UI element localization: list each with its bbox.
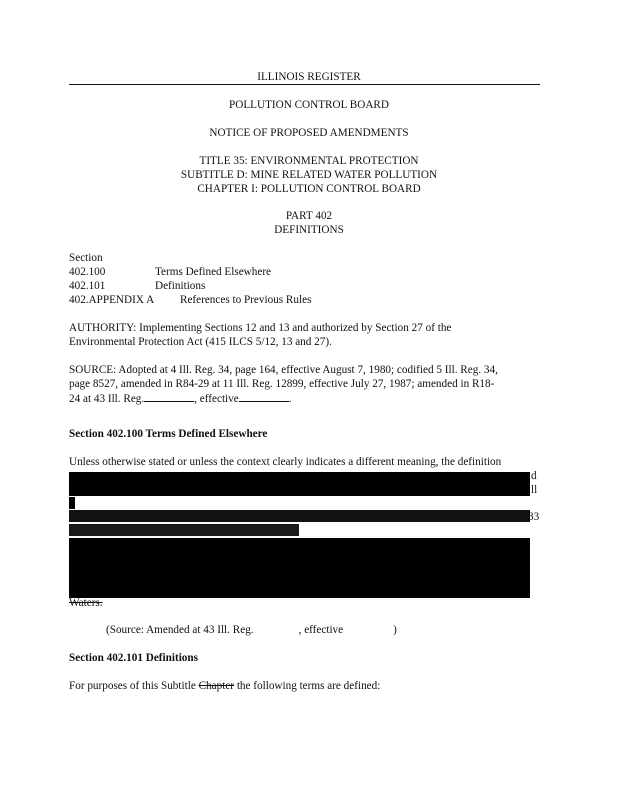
part-name: DEFINITIONS: [274, 224, 344, 236]
source-line-3-c: .: [288, 393, 292, 405]
source-line-3: [69, 391, 292, 406]
redaction-block-2: [69, 510, 530, 522]
toc-row-2-title: Definitions: [155, 280, 206, 292]
section-101-line-1-b: the following terms are defined:: [234, 680, 381, 692]
section-101-heading: Section 402.101 Definitions: [69, 652, 198, 664]
redaction-block-3: [69, 524, 299, 536]
source-line-3-b: , effective: [194, 393, 239, 405]
redaction-block-4: [69, 538, 530, 598]
register-title: ILLINOIS REGISTER: [257, 71, 361, 83]
visible-fragment-d: d: [531, 470, 537, 482]
section-100-source-note: [106, 623, 397, 637]
section-101-line-1-a: For purposes of this Subtitle: [69, 680, 199, 692]
redaction-mark-a: [69, 497, 75, 509]
board-name: POLLUTION CONTROL BOARD: [229, 99, 389, 111]
toc-row-1-title: Terms Defined Elsewhere: [155, 266, 272, 278]
section-100-heading: Section 402.100 Terms Defined Elsewhere: [69, 428, 268, 440]
toc-row-3-num: 402.APPENDIX A: [69, 294, 155, 306]
register-page-blank: [144, 391, 194, 402]
toc-row-2-num: 402.101: [69, 280, 106, 292]
visible-fragment-ll: ll: [531, 484, 538, 496]
toc-row-3-title: References to Previous Rules: [180, 294, 312, 306]
effective-date-blank: [239, 391, 289, 402]
section-101-line-1: [69, 679, 380, 693]
struck-waters: Waters.: [69, 597, 103, 609]
source-note-a: (Source: Amended at 43 Ill. Reg.: [106, 624, 254, 636]
source-line-1: SOURCE: Adopted at 4 Ill. Reg. 34, page 164, effective August 7, 1980; codified 5 Ill. Reg. 34,: [69, 364, 498, 376]
title-line: TITLE 35: ENVIRONMENTAL PROTECTION: [199, 155, 419, 167]
authority-line-1: AUTHORITY: Implementing Sections 12 and 13 and authorized by Section 27 of the: [69, 322, 452, 334]
chapter-line: CHAPTER I: POLLUTION CONTROL BOARD: [197, 183, 421, 195]
source-note-b: , effective: [298, 624, 344, 636]
subtitle-line: SUBTITLE D: MINE RELATED WATER POLLUTION: [180, 169, 438, 181]
visible-fragment-33: 33: [528, 511, 540, 523]
toc-heading: Section: [69, 252, 103, 264]
source-note-c: ): [393, 624, 397, 636]
part-number: PART 402: [285, 210, 333, 222]
toc-row-1-num: 402.100: [69, 266, 106, 278]
source-line-3-a: 24 at 43 Ill. Reg.: [69, 393, 145, 405]
redaction-block-1: [69, 472, 530, 496]
notice-title: NOTICE OF PROPOSED AMENDMENTS: [209, 127, 409, 139]
header-rule: [69, 84, 540, 85]
section-100-line-1: Unless otherwise stated or unless the context clearly indicates a different meaning, the definition: [69, 456, 502, 468]
authority-line-2: Environmental Protection Act (415 ILCS 5/12, 13 and 27).: [69, 336, 332, 348]
struck-chapter: Chapter: [198, 680, 235, 692]
source-line-2: page 8527, amended in R84-29 at 11 Ill. Reg. 12899, effective July 27, 1987; amended in R18-: [69, 378, 495, 390]
